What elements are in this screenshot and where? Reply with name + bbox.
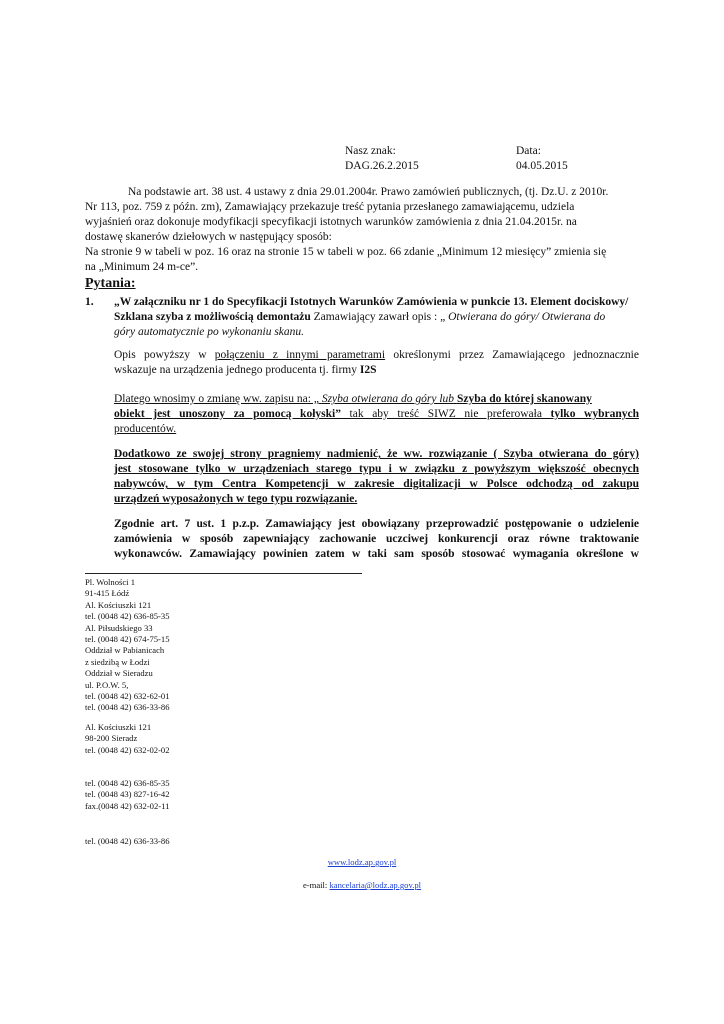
q1-quote: Szyba otwierana do góry lub — [321, 393, 457, 405]
footer-line: tel. (0048 42) 636-33-86 — [85, 836, 170, 846]
q1-quote-bold: Szyba do której skanowany — [456, 393, 592, 405]
footer-line: tel. (0048 43) 827-16-42 — [85, 789, 170, 800]
footer-line: 98-200 Sieradz — [85, 733, 138, 744]
intro-paragraph — [85, 185, 639, 275]
date-value: 04.05.2015 — [516, 160, 568, 172]
q1-text: nabywców, w tym Centra Kompetencji w zakresie digitalizacji w Polsce odchodzą od zakupu — [114, 478, 639, 490]
q1-text: jest stosowane tylko w urządzeniach starego typu i w związku z powyższym większość obecnych — [114, 463, 639, 475]
email-link[interactable]: kancelaria@lodz.ap.gov.pl — [329, 880, 422, 890]
footer-line: tel. (0048 42) 636-85-35 — [85, 611, 170, 622]
reference-label: Nasz znak: — [345, 145, 396, 157]
footer-line: Oddział w Pabianicach — [85, 645, 165, 656]
intro-line: wyjaśnień oraz dokonuje modyfikacji specyfikacji istotnych warunków zamówienia z dnia 21.04.2015r. na — [85, 216, 577, 228]
email-label: e-mail: — [302, 880, 330, 890]
footer-line: tel. (0048 42) 632-62-01 — [85, 691, 170, 702]
q1-paragraph-request — [114, 392, 639, 437]
q1-text: „W załączniku nr 1 do Specyfikacji Istotnych Warunków Zamówienia w punkcie — [114, 296, 514, 308]
q1-underlined: połączeniu z innymi parametrami — [214, 349, 386, 361]
footer-line: tel. (0048 42) 636-33-86 — [85, 702, 170, 713]
footer-line: fax.(0048 42) 632-02-11 — [85, 800, 170, 811]
q1-text: urządzeń wyposażonych w tego typu rozwiązanie. — [114, 493, 358, 505]
q1-quote: góry automatycznie po wykonaniu skanu. — [114, 326, 305, 338]
intro-line: na „Minimum 24 m-ce”. — [85, 261, 199, 273]
intro-line: Nr 113, poz. 759 z późn. zm), Zamawiający przekazuje treść pytania przesłanego zamawiającemu, udziela — [85, 201, 575, 213]
q1-text: wskazuje na urządzenia jednego producenta tj. firmy — [114, 364, 360, 376]
q1-quote-bold: obiekt jest unoszony za pomocą kołyski” — [114, 408, 341, 420]
q1-text: Zamawiający zawarł opis : „ — [310, 311, 449, 323]
footer-line: ul. P.O.W. 5, — [85, 679, 129, 690]
footer-website-row — [0, 857, 724, 868]
q1-text: zamówienia w sposób zapewniający zachowanie uczciwej konkurencji oraz równe traktowanie — [114, 533, 639, 545]
q1-text: wykonawców. Zamawiający powinien zatem w taki sam sposób stosować wymagania określone w — [114, 548, 639, 560]
footer-line: z siedzibą w Łodzi — [85, 656, 150, 667]
footer-addresses-sieradz — [85, 722, 170, 756]
q1-text: Opis powyższy w — [114, 349, 215, 361]
footer-divider — [85, 573, 362, 574]
q1-text: Dlatego wnosimy o zmianę ww. zapisu na: „ — [114, 393, 322, 405]
footer-line: Al. Piłsudskiego 33 — [85, 622, 153, 633]
q1-point-title: 13. Element dociskowy/ — [513, 296, 629, 308]
question-number: 1. — [85, 296, 94, 308]
footer-line: Al. Kościuszki 121 — [85, 599, 152, 610]
intro-line: Na podstawie art. 38 ust. 4 ustawy z dnia 29.01.2004r. Prawo zamówień publicznych, (tj. Dz.U. z 2010r. — [128, 186, 609, 198]
footer-line: tel. (0048 42) 636-85-35 — [85, 778, 170, 788]
footer-line: Oddział w Sieradzu — [85, 668, 153, 679]
q1-paragraph-opis — [114, 348, 639, 378]
intro-line: Na stronie 9 w tabeli w poz. 16 oraz na stronie 15 w tabeli w poz. 66 zdanie „Minimum 12 miesięcy” zmienia się — [85, 246, 607, 258]
q1-text: Dodatkowo ze swojej strony pragniemy nadmienić, że ww. rozwiązanie ( Szyba otwierana do góry) — [114, 448, 639, 460]
q1-quote: Otwierana do góry/ Otwierana do — [448, 311, 606, 323]
reference-number: DAG.26.2.2015 — [345, 160, 419, 172]
website-link[interactable]: www.lodz.ap.gov.pl — [327, 857, 397, 867]
footer-line: 91-415 Łódź — [85, 588, 130, 599]
q1-text: producentów. — [114, 423, 177, 435]
footer-line: tel. (0048 42) 674-75-15 — [85, 634, 170, 645]
footer-addresses-main — [85, 577, 170, 714]
questions-heading: Pytania: — [85, 276, 136, 291]
q1-paragraph-legal — [114, 517, 639, 562]
footer-phones — [85, 778, 170, 812]
q1-text: Zgodnie art. 7 ust. 1 p.z.p. Zamawiający jest obowiązany przeprowadzić postępowanie o udzielenie — [114, 518, 639, 530]
footer-line: Pl. Wolności 1 — [85, 577, 136, 587]
q1-paragraph-additional — [114, 447, 639, 507]
q1-manufacturer: I2S — [359, 364, 377, 376]
q1-text: określonymi przez Zamawiającego jednoznacznie — [385, 349, 639, 361]
footer-line: Al. Kościuszki 121 — [85, 722, 152, 732]
question-1-block — [114, 295, 639, 340]
q1-text: tak aby treść SIWZ nie preferowała — [340, 408, 551, 420]
intro-line: dostawę skanerów dziełowych w następujący sposób: — [85, 231, 332, 243]
footer-line: tel. (0048 42) 632-02-02 — [85, 744, 170, 755]
q1-text-bold: tylko wybranych — [550, 408, 639, 420]
date-label: Data: — [516, 145, 541, 157]
footer-email-row — [0, 880, 724, 891]
q1-text: Szklana szyba z możliwością demontażu — [114, 311, 311, 323]
